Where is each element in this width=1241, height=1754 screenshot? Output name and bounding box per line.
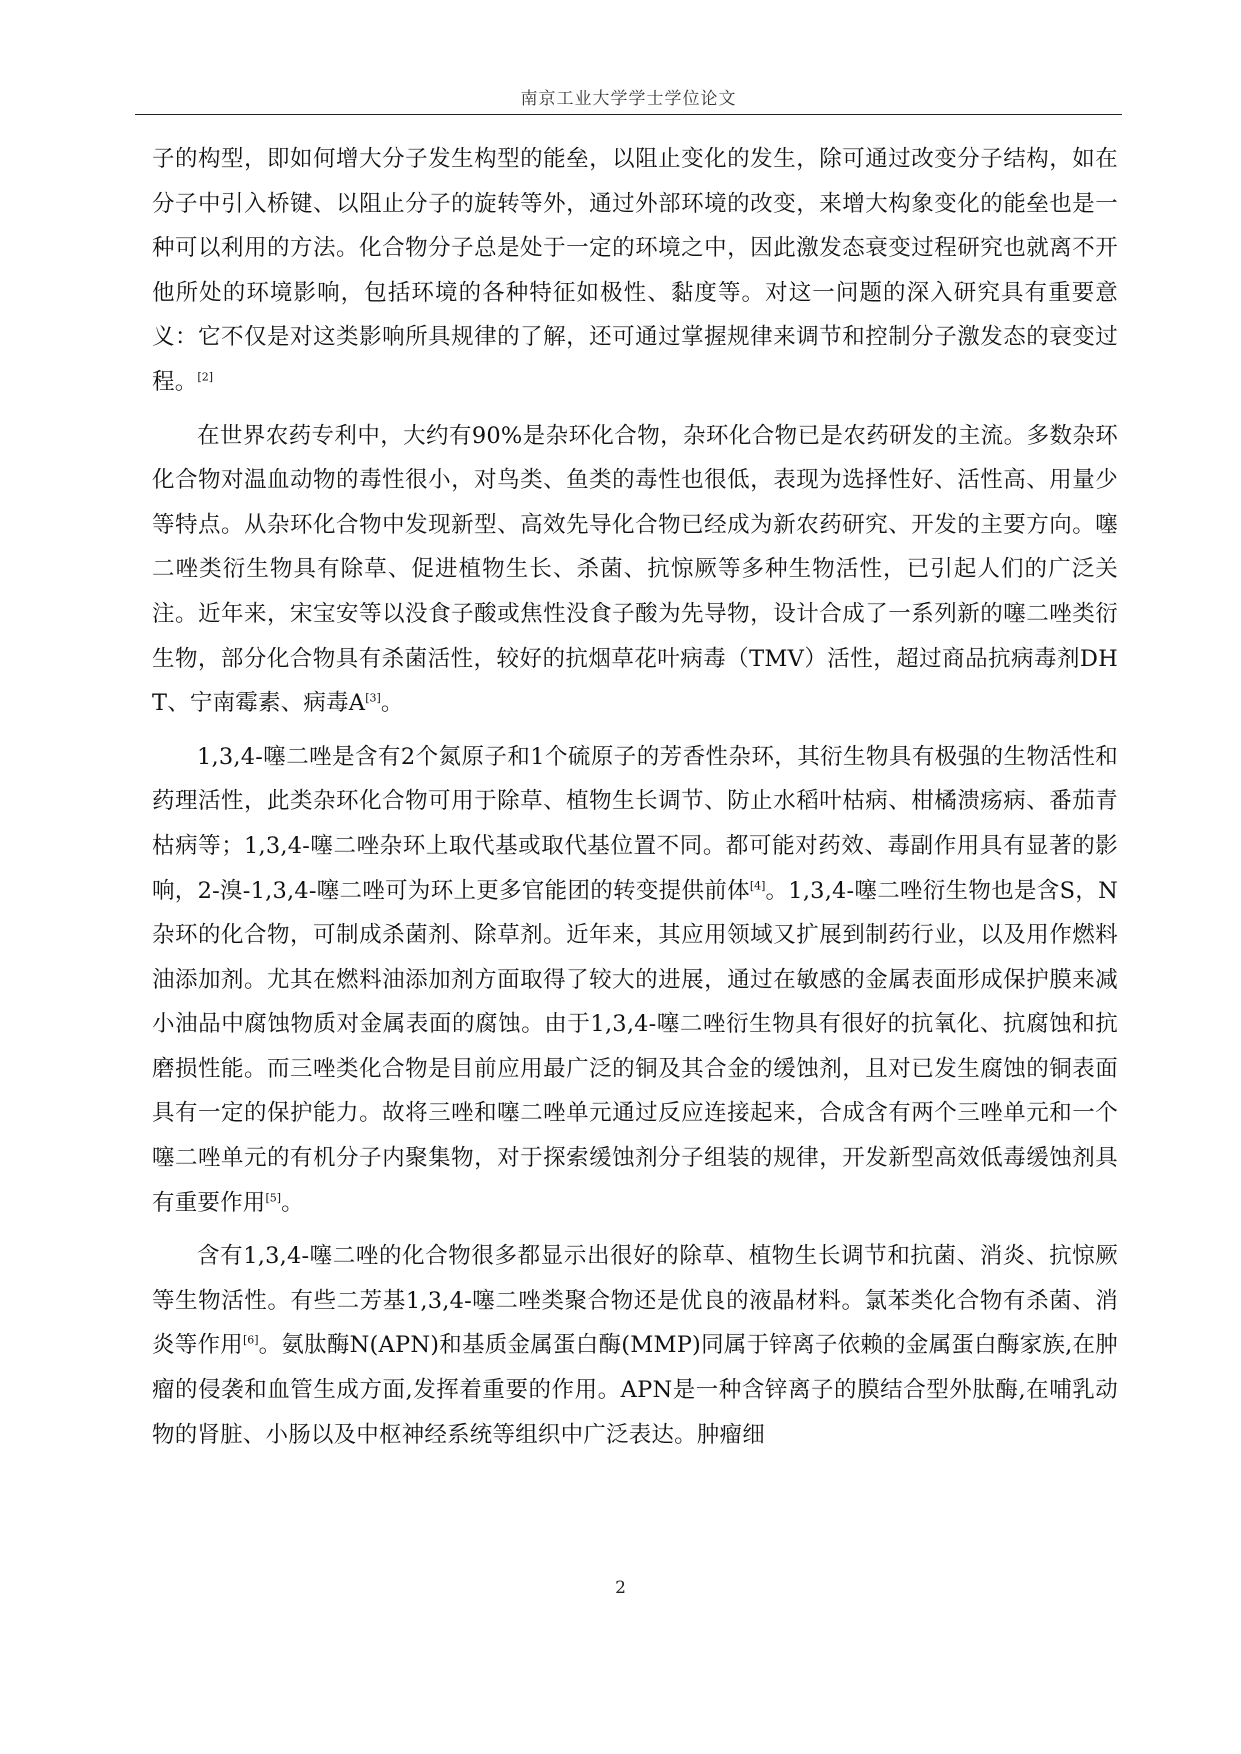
paragraph-3-text: 1,3,4-噻二唑是含有2个氮原子和1个硫原子的芳香性杂环，其衍生物具有极强的生物活性和药理活性，此类杂环化合物可用于除草、植物生长调节、防止水稻叶枯病、柑橘溃疡病、番茄青枯病等；1,3,4-噻二唑杂环上取代基或取代基位置不同。都可能对药效、毒副作用具有显著的影响，2-溴-1,3,4-噻二唑可为环上更多官能团的转变提供前体 xyxy=(152,743,1118,904)
page-header: 南京工业大学学士学位论文 xyxy=(520,89,737,109)
header-rule xyxy=(135,114,1122,115)
citation-6: [6] xyxy=(243,1333,259,1347)
citation-3: [3] xyxy=(365,691,381,705)
paragraph-2-text: 在世界农药专利中，大约有90%是杂环化合物，杂环化合物已是农药研发的主流。多数杂环化合物对温血动物的毒性很小，对鸟类、鱼类的毒性也很低，表现为选择性好、活性高、用量少等特点。从杂环化合物中发现新型、高效先导化合物已经成为新农药研究、开发的主要方向。噻二唑类衍生物具有除草、促进植物生长、杀菌、抗惊厥等多种生物活性，已引起人们的广泛关注。近年来，宋宝安等以没食子酸或焦性没食子酸为先导物，设计合成了一系列新的噻二唑类衍生物，部分化合物具有杀菌活性，较好的抗烟草花叶病毒（TMV）活性，超过商品抗病毒剂DHT、宁南霉素、病毒A xyxy=(152,422,1118,717)
paragraph-3-end: 。 xyxy=(281,1189,304,1216)
paragraph-4-continuation: 。氨肽酶N(APN)和基质金属蛋白酶(MMP)同属于锌离子依赖的金属蛋白酶家族,在肿瘤的侵袭和血管生成方面,发挥着重要的作用。APN是一种含锌离子的膜结合型外肽酶,在哺乳动物的肾脏、小肠以及中枢神经系统等组织中广泛表达。肿瘤细 xyxy=(152,1332,1118,1448)
page-number: 2 xyxy=(615,1578,626,1598)
citation-5: [5] xyxy=(265,1191,282,1205)
citation-4: [4] xyxy=(749,879,766,892)
paragraph-1-text: 子的构型，即如何增大分子发生构型的能垒，以阻止变化的发生，除可通过改变分子结构，如在分子中引入桥键、以阻止分子的旋转等外，通过外部环境的改变，来增大构象变化的能垒也是一种可以利用的方法。化合物分子总是处于一定的环境之中，因此激发态衰变过程研究也就离不开他所处的环境影响，包括环境的各种特征如极性、黏度等。对这一问题的深入研究具有重要意义：它不仅是对这类影响所具规律的了解，还可通过掌握规律来调节和控制分子激发态的衰变过程。 xyxy=(152,146,1118,395)
paragraph-3-continuation: 。1,3,4-噻二唑衍生物也是含S，N杂环的化合物，可制成杀菌剂、除草剂。近年来，其应用领域又扩展到制药行业，以及用作燃料油添加剂。尤其在燃料油添加剂方面取得了较大的进展，通过在敏感的金属表面形成保护膜来减小油品中腐蚀物质对金属表面的腐蚀。由于1,3,4-噻二唑衍生物具有很好的抗氧化、抗腐蚀和抗磨损性能。而三唑类化合物是目前应用最广泛的铜及其合金的缓蚀剂，且对已发生腐蚀的铜表面具有一定的保护能力。故将三唑和噻二唑单元通过反应连接起来，合成含有两个三唑单元和一个噻二唑单元的有机分子内聚集物，对于探索缓蚀剂分子组装的规律，开发新型高效低毒缓蚀剂具有重要作用 xyxy=(152,877,1118,1216)
paragraph-1 xyxy=(152,137,1118,405)
citation-2: [2] xyxy=(197,370,213,384)
body-text xyxy=(152,137,1118,1466)
paragraph-2 xyxy=(152,414,1118,726)
paragraph-2-end: 。 xyxy=(380,690,404,717)
paragraph-4 xyxy=(152,1234,1118,1457)
paragraph-3 xyxy=(152,735,1118,1226)
paragraph-4-text: 含有1,3,4-噻二唑的化合物很多都显示出很好的除草、植物生长调节和抗菌、消炎、抗惊厥等生物活性。有些二芳基1,3,4-噻二唑类聚合物还是优良的液晶材料。氯苯类化合物有杀菌、消炎等作用 xyxy=(152,1243,1118,1359)
